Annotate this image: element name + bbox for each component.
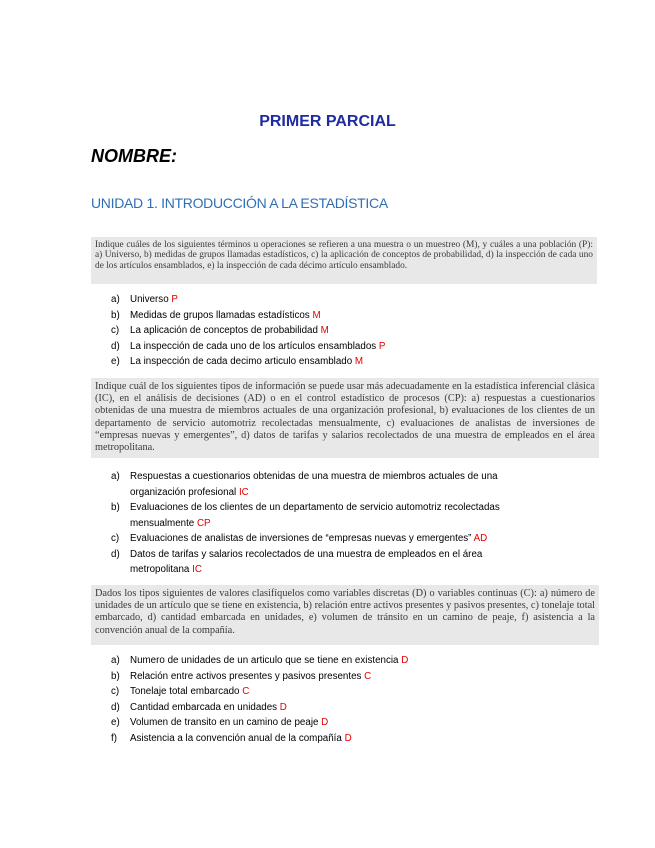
item-text: Asistencia a la convención anual de la compañía — [130, 732, 345, 744]
item-answer: M — [320, 325, 329, 336]
item-marker: a) — [111, 655, 120, 666]
list-item — [111, 684, 561, 700]
list-item — [111, 339, 561, 355]
list-item — [111, 292, 561, 308]
item-marker: d) — [111, 548, 120, 560]
item-answer: M — [312, 309, 321, 321]
question-3-image: Dados los tipos siguientes de valores clasifíquelos como variables discretas (D) o variables continuas (C): a) número de unidades de un artículo que se tiene en existencia, b) relación entre activos presentes y pasivos presentes, c) tonelaje total embarcado, d) cantidad embarcada en unidades, e) volumen de tránsito en un camino de peaje, f) asistencia a la convención anual de la compañía. — [91, 585, 599, 645]
item-answer: IC — [192, 564, 202, 575]
list-item — [111, 715, 561, 731]
item-answer: C — [364, 670, 372, 682]
item-marker: c) — [111, 325, 120, 336]
item-text: La inspección de cada decimo articulo ensamblado — [130, 356, 355, 367]
item-text: Cantidad embarcada en unidades — [130, 701, 280, 713]
item-marker: b) — [111, 309, 120, 321]
item-marker: a) — [111, 471, 120, 482]
item-answer: D — [279, 701, 287, 713]
item-text: La aplicación de conceptos de probabilidad — [130, 325, 321, 336]
question-2-image: Indique cuál de los siguientes tipos de información se puede usar más adecuadamente en la estadística inferencial clásica (IC), en el análisis de decisiones (AD) o en el control estadístico de procesos (CP): a) respuestas a cuestionarios obtenidas de una muestra de miembros actuales de una organización profesional, b) evaluaciones de los clientes de un departamento de servicio automotriz recolectadas mensualmente, c) evaluaciones de analistas de inversiones de “empresas nuevas y emergentes”, d) datos de tarifas y salarios recolectados de una muestra de empleados en el área metropolitana. — [91, 378, 599, 458]
item-text: Numero de unidades de un articulo que se tiene en existencia — [130, 655, 402, 666]
item-text: Volumen de transito en un camino de peaje — [130, 717, 322, 728]
item-marker: e) — [111, 356, 120, 367]
list-item — [111, 653, 561, 669]
item-marker: d) — [111, 340, 120, 352]
item-text: Tonelaje total embarcado — [130, 686, 243, 697]
unit-heading: UNIDAD 1. INTRODUCCIÓN A LA ESTADÍSTICA — [91, 195, 388, 211]
item-answer: IC — [238, 486, 249, 498]
item-answer: P — [378, 340, 386, 352]
item-answer: CP — [196, 517, 211, 529]
item-text: Datos de tarifas y salarios recolectados de una muestra de empleados en el área metropolitana — [130, 548, 483, 575]
list-item — [111, 354, 561, 370]
item-marker: b) — [111, 670, 120, 682]
item-text: Evaluaciones de los clientes de un departamento de servicio automotriz recolectadas mensualmente — [130, 502, 500, 529]
item-text: Relación entre activos presentes y pasivos presentes — [130, 670, 365, 682]
item-answer: D — [321, 717, 329, 728]
list-item — [111, 700, 561, 716]
item-answer: C — [242, 686, 250, 697]
name-label: NOMBRE: — [91, 146, 177, 166]
question-2-answers — [111, 469, 541, 578]
item-text: Evaluaciones de analistas de inversiones de “empresas nuevas y emergentes” — [130, 533, 474, 544]
list-item — [111, 469, 541, 500]
item-marker: a) — [111, 294, 120, 305]
item-answer: D — [401, 655, 409, 666]
item-answer: M — [354, 356, 364, 367]
item-marker: d) — [111, 701, 120, 713]
item-answer: AD — [473, 533, 488, 544]
page-title: PRIMER PARCIAL — [259, 113, 396, 130]
item-text: Respuestas a cuestionarios obtenidas de una muestra de miembros actuales de una organización profesional — [130, 471, 498, 498]
list-item — [111, 531, 541, 547]
list-item — [111, 323, 561, 339]
question-1-answers — [111, 292, 561, 370]
item-answer: D — [344, 732, 352, 744]
list-item — [111, 500, 541, 531]
item-answer: P — [171, 294, 178, 305]
item-text: Medidas de grupos llamadas estadísticos — [130, 309, 313, 321]
list-item — [111, 669, 561, 685]
item-text: La inspección de cada uno de los artículos ensamblados — [130, 340, 379, 352]
list-item — [111, 308, 561, 324]
item-marker: e) — [111, 717, 120, 728]
item-marker: c) — [111, 533, 120, 544]
question-1-image: Indique cuáles de los siguientes términos u operaciones se refieren a una muestra o un muestreo (M), y cuáles a una población (P): a) Universo, b) medidas de grupos llamadas estadísticos, c) la aplicación de conceptos de probabilidad, d) la inspección de cada uno de los artículos ensamblados, e) la inspección de cada décimo artículo ensamblado. — [91, 237, 597, 284]
item-text: Universo — [130, 294, 172, 305]
item-marker: f) — [111, 732, 117, 744]
item-marker: b) — [111, 502, 120, 513]
list-item — [111, 547, 541, 578]
item-marker: c) — [111, 686, 120, 697]
list-item — [111, 731, 561, 747]
question-3-answers — [111, 653, 561, 746]
